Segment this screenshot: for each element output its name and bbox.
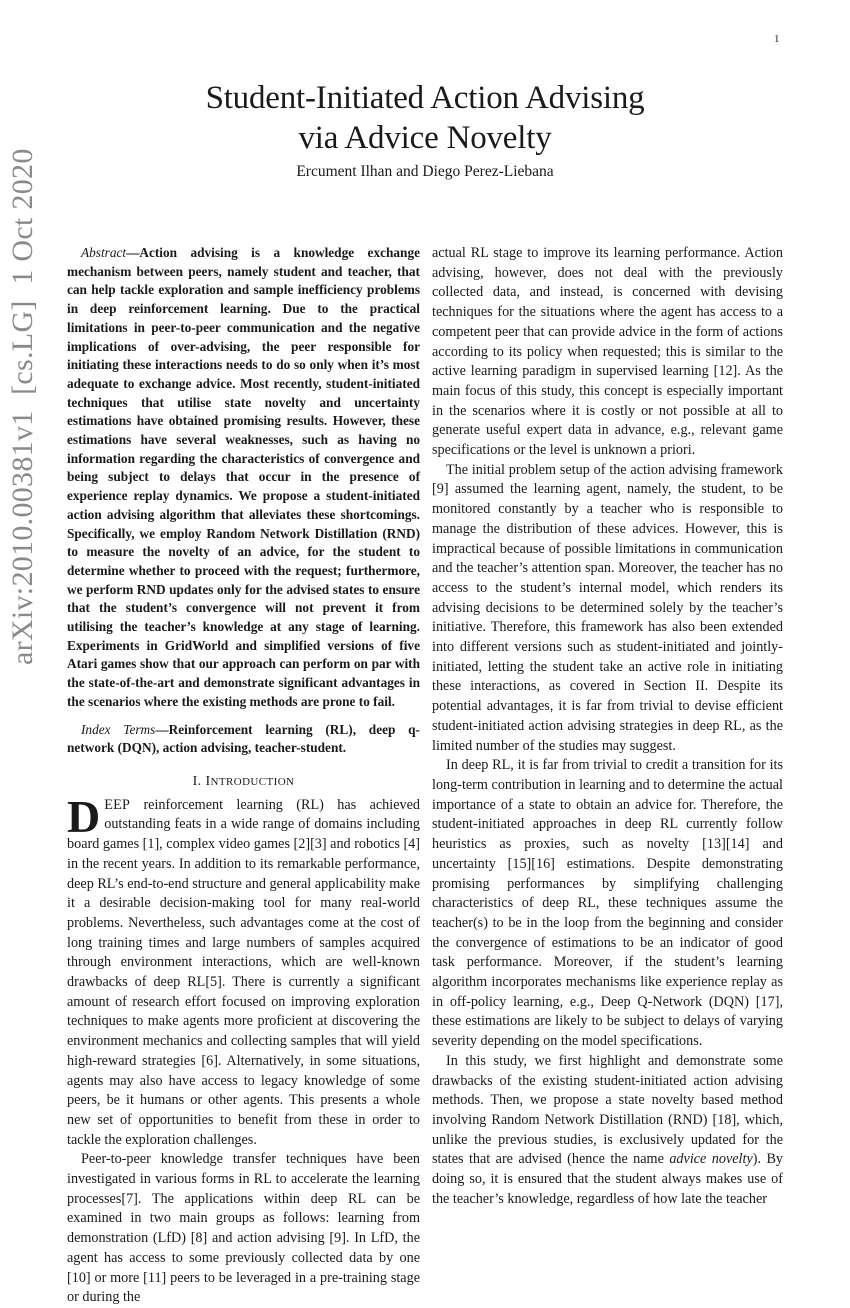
index-terms-dash: — (155, 721, 169, 737)
abstract (67, 244, 420, 712)
intro-paragraph-3 (432, 461, 783, 757)
dropcap: D (67, 790, 101, 842)
abstract-dash: — (126, 245, 140, 260)
abstract-text: Action advising is a knowledge exchange mechanism between peers, namely student and teacher, that can help tackle exploration and sample inefficiency problems in deep reinforcement learning. Due to the practical limitations in peer-to-peer communication and the negative implications of over-advising, the peer responsible for initiating these interactions needs to do so only when it’s most adequate to exchange advice. Most recently, student-initiated techniques that utilise state novelty and uncertainty estimations have obtained promising results. However, these estimations have several weaknesses, such as having no information regarding the characteristics of convergence and being subject to delays that occur in the presence of experience replay dynamics. We propose a student-initiated action advising algorithm that alleviates these shortcomings. Specifically, we employ Random Network Distillation (RND) to measure the novelty of an advice, for the student to determine whether to proceed with the request; furthermore, we perform RND updates only for the advised states to ensure that the student’s convergence will not prevent it from utilising the teacher’s knowledge at any stage of learning. Experiments in GridWorld and simplified versions of five Atari games show that our approach can perform on par with the state-of-the-art and demonstrate significant advantages in the scenarios where the existing methods are prone to fail. (67, 245, 420, 709)
intro-first-word: EEP (104, 796, 131, 813)
intro-paragraph-3-text: The initial problem setup of the action advising framework [9] assumed the learning agent, namely, the student, to be monitored constantly by a teacher who is responsible to manage the distribution of these advices. However, this is impractical because of possible limitations in communication and the teacher’s attention span. Moreover, the teacher has no access to the student’s internal model, which renders its advising decisions to be determined solely by the teacher’s initiative. Therefore, this framework has also been extended into different versions such as student-initiated and jointly-initiated, letting the student take an active role in initiating these interactions, as covered in Section II. Despite its potential advantages, it is far from trivial to devise efficient student-initiated action advising strategies in deep RL, as the limited number of the studies may suggest. (432, 461, 783, 754)
section-numeral: I. I (192, 773, 211, 789)
arxiv-stamp (6, 148, 40, 665)
index-terms (67, 721, 420, 758)
section-title-smallcaps: NTRODUCTION (210, 775, 295, 788)
advice-novelty-emphasis: advice novelty (669, 1151, 753, 1168)
paper-title (0, 78, 850, 158)
index-terms-label: Index Terms (81, 721, 156, 737)
intro-paragraph-5-text-b: ). By doing so, it is ensured that the student always makes use of the teacher’s knowledge, regardless of how late the teacher (432, 1151, 784, 1207)
intro-paragraph-4-text: In deep RL, it is far from trivial to credit a transition for its long-term contribution in learning and to determine the actual importance of a state to obtain an advice for. Therefore, the student-initiated approaches in deep RL currently follow heuristics as proxies, such as novelty [13][14] and uncertainty [15][16] estimations. Despite demonstrating promising performances by simplifying challenging characteristics of deep RL, these techniques assume the teacher(s) to be in the loop from the beginning and consider the convergence of estimations to be an indicator of good task performance. Moreover, if the student’s learning algorithm incorporates mechanisms like experience replay as in off-policy learning, e.g., Deep Q-Network (DQN) [17], these estimations are likely to be subject to delays of varying severity depending on the model specifications. (432, 757, 783, 1050)
arxiv-stamp-text: arXiv:2010.00381v1 [cs.LG] 1 Oct 2020 (6, 148, 39, 665)
intro-paragraph-2-continued (432, 244, 783, 461)
section-heading-introduction (67, 772, 420, 793)
left-column (67, 244, 420, 1308)
title-line-2: via Advice Novelty (298, 120, 552, 156)
index-terms-text: Reinforcement learning (RL), deep q-network (DQN), action advising, teacher-student. (67, 721, 420, 756)
intro-paragraph-1-text: reinforcement learning (RL) has achieved outstanding feats in a wide range of domains including board games [1], complex video games [2][3] and robotics [4] in the recent years. In addition to its remarkable performance, deep RL’s end-to-end structure and general applicability make it a desirable decision-making tool for many real-world problems. Nevertheless, such advantages come at the cost of long training times and large numbers of samples acquired through environment interactions, which are well-known drawbacks of deep RL[5]. There is currently a significant amount of research effort focused on improving exploration techniques to make agents more proficient at discovering the environment mechanics and collecting samples that will yield high-reward strategies [6]. Alternatively, in some situations, agents may also have access to legacy knowledge of some peers, be it humans or other agents. This presents a whole new set of opportunities to benefit from these in order to tackle the exploration challenges. (67, 796, 420, 1148)
intro-paragraph-4 (432, 756, 783, 1052)
authors: Ercument Ilhan and Diego Perez-Liebana (296, 163, 554, 180)
intro-paragraph-5-text-a: In this study, we first highlight and demonstrate some drawbacks of the existing student-initiated action advising methods. Then, we propose a state novelty based method involving Random Network Distillation (RND) [18], which, unlike the previous studies, is exclusively updated for the states that are advised (hence the name (432, 1052, 783, 1168)
intro-paragraph-2 (67, 1150, 420, 1308)
right-column (432, 244, 783, 1209)
intro-paragraph-1 (67, 790, 420, 1151)
title-line-1: Student-Initiated Action Advising (205, 80, 645, 116)
page-number: 1 (774, 33, 780, 45)
abstract-label: Abstract (81, 245, 127, 260)
intro-paragraph-2-continued-text: actual RL stage to improve its learning performance. Action advising, however, does not deal with the previously collected data, and instead, is concerned with devising techniques for the situations where the agent has access to a competent peer that can provide advice in the form of actions according to its policy when requested; this is similar to the active learning paradigm in supervised learning [12]. As the main focus of this study, this concept is especially important in the scenarios where it is costly or not possible at all to generate useful expert data in advance, e.g., relevant game specifications or the level is unknown a priori. (432, 245, 783, 459)
intro-paragraph-5 (432, 1052, 783, 1210)
intro-paragraph-2-text: Peer-to-peer knowledge transfer techniques have been investigated in various forms in RL to accelerate the learning processes[7]. The applications within deep RL can be examined in two main groups as follows: learning from demonstration (LfD) [8] and action advising [9]. In LfD, the agent has access to some previously collected data by one [10] or more [11] peers to be leveraged in a pre-training stage or during the (67, 1151, 420, 1306)
